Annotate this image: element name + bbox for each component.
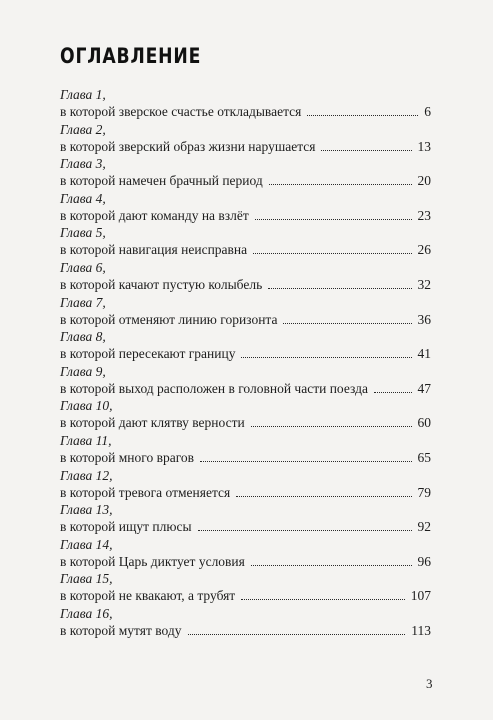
toc-entry [60, 537, 431, 572]
chapter-page-number: 96 [417, 553, 431, 569]
toc-line [60, 173, 431, 189]
toc-entry [60, 364, 431, 399]
toc-line [60, 415, 431, 431]
toc-entry [60, 156, 431, 191]
chapter-page-number: 20 [417, 173, 431, 189]
toc-line [60, 450, 431, 466]
dot-leader [321, 150, 411, 151]
toc-entry [60, 225, 431, 260]
toc-line [60, 623, 431, 639]
chapter-label: Глава 8, [60, 329, 106, 345]
chapter-label: Глава 15, [60, 571, 113, 587]
chapter-page-number: 107 [410, 588, 431, 604]
chapter-label: Глава 1, [60, 87, 106, 102]
chapter-label: Глава 6, [60, 259, 106, 275]
toc-entry [60, 398, 431, 433]
dot-leader [374, 392, 412, 393]
chapter-title: в которой Царь диктует условия [60, 553, 245, 569]
toc-entry [60, 295, 431, 330]
toc-entry [60, 571, 431, 606]
dot-leader [268, 288, 411, 289]
chapter-label: Глава 9, [60, 363, 106, 379]
dot-leader [283, 323, 411, 324]
chapter-label: Глава 12, [60, 467, 113, 483]
chapter-label: Глава 2, [60, 121, 106, 137]
chapter-title: в которой отменяют линию горизонта [60, 311, 278, 327]
toc-entry [60, 260, 431, 295]
chapter-title: в которой качают пустую колыбель [60, 276, 263, 292]
toc-line [60, 104, 431, 120]
chapter-label: Глава 7, [60, 294, 106, 310]
dot-leader [255, 219, 412, 220]
toc-line [60, 519, 431, 535]
toc-entry [60, 606, 431, 641]
toc-line [60, 554, 431, 570]
chapter-title: в которой тревога отменяется [60, 484, 231, 500]
toc-line [60, 312, 431, 328]
chapter-label: Глава 16, [60, 605, 113, 621]
chapter-title: в которой не квакают, а трубят [60, 588, 236, 604]
dot-leader [241, 599, 405, 600]
chapter-title: в которой намечен брачный период [60, 173, 263, 189]
toc-entry [60, 191, 431, 226]
toc-line [60, 485, 431, 501]
chapter-title: в которой зверский образ жизни нарушается [60, 138, 316, 154]
dot-leader [236, 496, 411, 497]
chapter-page-number: 32 [417, 276, 431, 292]
toc-line [60, 588, 431, 604]
chapter-label: Глава 13, [60, 502, 113, 518]
chapter-label: Глава 5, [60, 225, 106, 241]
chapter-title: в которой навигация неисправна [60, 242, 248, 258]
toc-line [60, 277, 431, 293]
dot-leader [269, 184, 412, 185]
chapter-page-number: 26 [417, 242, 431, 258]
chapter-label: Глава 14, [60, 536, 113, 552]
toc-line [60, 242, 431, 258]
page-title: ОГЛАВЛЕНИЕ [60, 44, 202, 68]
chapter-page-number: 41 [417, 346, 431, 362]
dot-leader [241, 357, 411, 358]
toc-entry [60, 502, 431, 537]
chapter-page-number: 47 [417, 380, 431, 396]
dot-leader [251, 565, 412, 566]
chapter-title: в которой зверское счастье откладывается [60, 104, 302, 119]
page-number: 3 [426, 676, 433, 691]
toc-line [60, 346, 431, 362]
toc-line [60, 139, 431, 155]
chapter-page-number: 113 [411, 622, 431, 638]
chapter-page-number: 60 [417, 415, 431, 431]
chapter-label: Глава 4, [60, 190, 106, 206]
table-of-contents [60, 87, 431, 641]
toc-line [60, 381, 431, 397]
toc-entry [60, 87, 431, 122]
chapter-page-number: 92 [417, 519, 431, 535]
chapter-page-number: 65 [417, 449, 431, 465]
chapter-page-number: 6 [424, 104, 431, 119]
chapter-page-number: 13 [417, 138, 431, 154]
toc-entry [60, 468, 431, 503]
dot-leader [200, 461, 411, 462]
toc-entry [60, 122, 431, 157]
dot-leader [198, 530, 412, 531]
toc-line [60, 208, 431, 224]
chapter-label: Глава 10, [60, 398, 113, 414]
chapter-title: в которой пересекают границу [60, 346, 236, 362]
chapter-page-number: 36 [417, 311, 431, 327]
dot-leader [251, 426, 412, 427]
chapter-label: Глава 11, [60, 432, 112, 448]
dot-leader [188, 634, 406, 635]
dot-leader [253, 253, 411, 254]
chapter-page-number: 79 [417, 484, 431, 500]
chapter-title: в которой выход расположен в головной части поезда [60, 380, 368, 396]
chapter-title: в которой дают команду на взлёт [60, 207, 249, 223]
dot-leader [307, 115, 418, 116]
chapter-label: Глава 3, [60, 156, 106, 172]
chapter-title: в которой дают клятву верности [60, 415, 245, 431]
chapter-title: в которой ищут плюсы [60, 519, 192, 535]
chapter-title: в которой мутят воду [60, 622, 182, 638]
toc-entry [60, 329, 431, 364]
chapter-title: в которой много врагов [60, 449, 195, 465]
toc-entry [60, 433, 431, 468]
chapter-page-number: 23 [417, 207, 431, 223]
